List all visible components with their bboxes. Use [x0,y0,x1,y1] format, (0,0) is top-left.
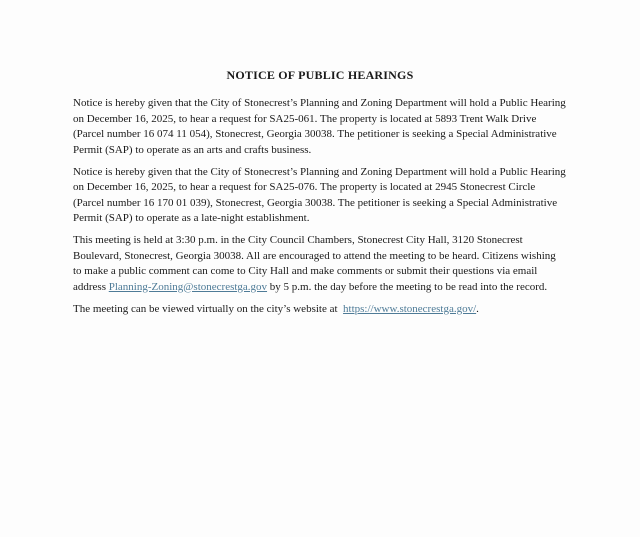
virtual-viewing-text-before: The meeting can be viewed virtually on the city’s website at [73,302,344,315]
planning-zoning-email-link[interactable]: Planning-Zoning@stonecrestga.gov [108,280,268,293]
paragraph-hearing-sa25-061: Notice is hereby given that the City of Stonecrest’s Planning and Zoning Department will hold a Public Hearing on December 16, 2025, to hear a request for SA25-061. The property is located at 5893 Trent Walk Drive (Parcel number 16 074 11 054), Stonecrest, Georgia 30038. The petitioner is seeking a Special Administrative Permit (SAP) to operate as an arts and crafts business. [73,97,569,156]
paragraph-hearing-sa25-076: Notice is hereby given that the City of Stonecrest’s Planning and Zoning Department will hold a Public Hearing on December 16, 2025, to hear a request for SA25-076. The property is located at 2945 Stonecrest Circle (Parcel number 16 170 01 039), Stonecrest, Georgia 30038. The petitioner is seeking a Special Administrative Permit (SAP) to operate as a late-night establishment. [73,165,569,224]
paragraph-meeting-details [73,233,567,295]
paragraph-virtual-viewing [73,302,567,318]
city-website-link[interactable]: https://www.stonecrestga.gov/ [343,302,477,315]
virtual-viewing-text-after: . [476,302,479,315]
meeting-details-text-after: by 5 p.m. the day before the meeting to be read into the record. [267,280,548,293]
document-title: NOTICE OF PUBLIC HEARINGS [226,68,414,82]
meeting-details-text-before: This meeting is held at 3:30 p.m. in the City Council Chambers, Stonecrest City Hall, 3120 Stonecrest Boulevard, Stonecrest, Georgia 30038. All are encouraged to attend the meeting to be heard. Citizens wishing to make a public comment can come to City Hall and make comments or submit their questions via email address [73,234,559,293]
